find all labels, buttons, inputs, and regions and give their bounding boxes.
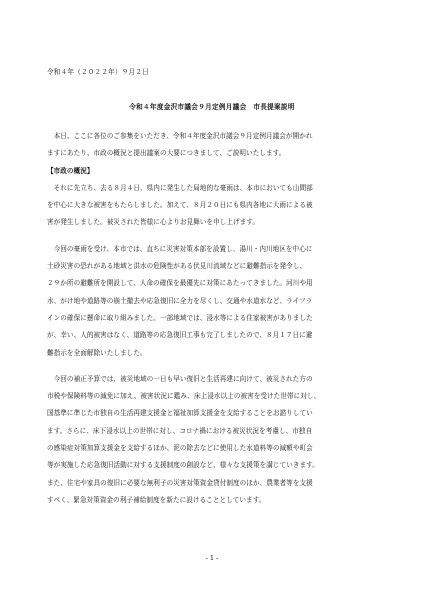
para3-line: ます。さらに、床下浸水以上の世帯に対し、コロナ禍における被災状況を考慮し、市独自 — [47, 426, 313, 435]
para2-line: 水、がけ地や道路等の崩土撤去や応急復旧に全力を尽くし、交通や水道水など、ライフラ — [47, 296, 313, 305]
para2-line: ２９か所の避難所を開設して、人命の確保を最優先に対策にあたってきました。河川や用 — [47, 279, 313, 288]
paragraph-gap — [47, 232, 383, 241]
para3-line: また、住宅や家具の復旧に必要な無利子の災害対策資金貸付制度のほか、農業者等を支援 — [47, 478, 313, 487]
para2-line: 難指示を全面解除いたしました。 — [47, 348, 147, 357]
page-number: - 1 - — [205, 554, 219, 562]
document-date: 令和４年（２０２２年）９月２日 — [47, 68, 149, 76]
para2-line: が、幸い、人的被害はなく、道路等の応急復旧工事も完了しましたので、８月１７日に避 — [47, 331, 313, 340]
para3-line: の感染症対策加算支援金を支給するほか、泥の除去などに使用した水道料等の減額や町会 — [47, 444, 313, 453]
document-body — [47, 128, 383, 509]
para1-line: を中心に大きな被害をもたらしました。加えて、８月２０日にも県内各地に大雨による被 — [47, 201, 313, 210]
intro-line: ますにあたり、市政の概況と提出議案の大要につきまして、ご説明いたします。 — [47, 149, 286, 158]
paragraph-gap — [47, 362, 383, 371]
para2-line: 土砂災害の恐れがある地域と洪水の危険性がある伏見川流域などに避難指示を発令し、 — [47, 262, 307, 271]
para3-line: 今回の補正予算では、被災地域の一日も早い復旧と生活再建に向けて、被災された方の — [47, 374, 313, 383]
para3-line: 等が実施した応急復旧活動に対する支援制度の創設など、様々な支援策を講じていきます。 — [47, 461, 319, 470]
para1-line: それに先立ち、去る８月４日、県内に発生した局地的な豪雨は、本市においても山間部 — [47, 183, 313, 192]
intro-line: 本日、ここに各位のご参集をいただき、令和４年度金沢市議会９月定例月議会が開かれ — [47, 132, 313, 140]
section-heading: 【市政の概況】 — [47, 166, 94, 175]
para2-line: インの確保に懸命に取り組みました。一部地域では、浸水等による住家被害がありました — [47, 313, 313, 322]
document-title: 令和４年度金沢市議会９月定例月議会 市長提案説明 — [129, 103, 295, 111]
para3-line: 市税や保険料等の減免に加え、被害状況に鑑み、床上浸水以上の被害を受けた世帯に対し、 — [47, 392, 321, 401]
para2-line: 今回の豪雨を受け、本市では、直ちに災害対策本部を設置し、湯川・内川地区を中心に — [47, 244, 313, 253]
para3-line: すべく、緊急対策資金の利子補給制度を新たに設けることとしています。 — [47, 495, 266, 504]
para1-line: 害が発生しました。被災された皆様に心よりお見舞いを申し上げます。 — [47, 218, 260, 227]
para3-line: 国基準に準じた市独自の生活再建支援金と福祉加算支援金を支給することをお諮りしてい — [47, 409, 313, 418]
